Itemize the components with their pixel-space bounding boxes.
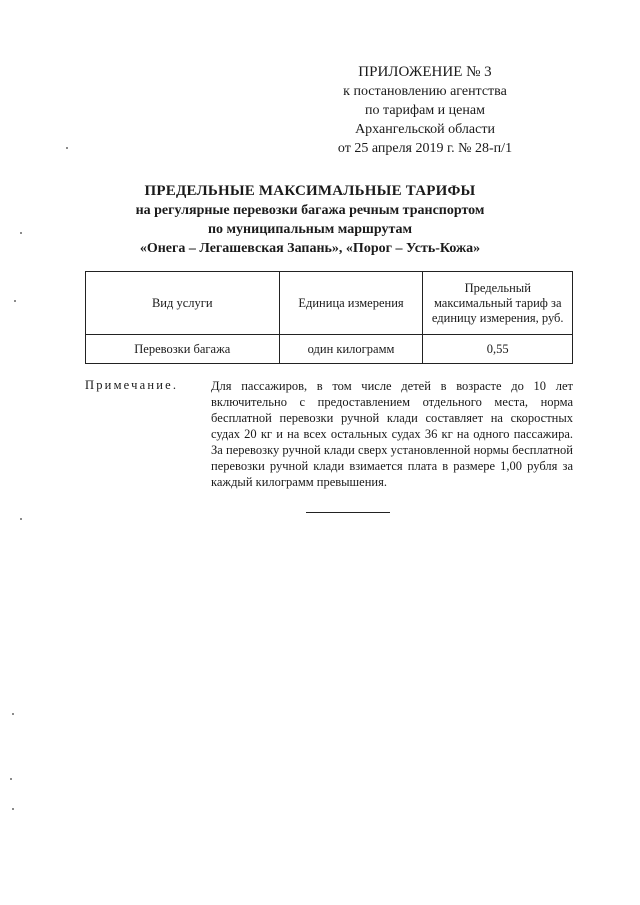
header-service: Вид услуги bbox=[86, 272, 280, 335]
appendix-line-1: к постановлению агентства bbox=[343, 84, 507, 99]
scan-speck bbox=[66, 147, 68, 149]
cell-unit: один килограмм bbox=[279, 335, 423, 364]
title-line-3: по муниципальным маршрутам bbox=[207, 222, 413, 237]
header-tariff: Предельный максимальный тариф за единицу измерения, руб. bbox=[423, 272, 573, 335]
note-label: Примечание. bbox=[85, 378, 179, 392]
title-line-2: на регулярные перевозки багажа речным транспортом bbox=[135, 203, 485, 218]
title-line-4: «Онега – Легашевская Запань», «Порог – Усть-Кожа» bbox=[139, 241, 481, 256]
cell-tariff: 0,55 bbox=[423, 335, 573, 364]
table-row bbox=[86, 335, 573, 364]
appendix-line-2: по тарифам и ценам bbox=[365, 103, 485, 118]
tariff-table bbox=[85, 271, 573, 364]
table-header-row bbox=[86, 272, 573, 335]
appendix-title: ПРИЛОЖЕНИЕ № 3 bbox=[358, 64, 492, 80]
title-main: ПРЕДЕЛЬНЫЕ МАКСИМАЛЬНЫЕ ТАРИФЫ bbox=[144, 183, 476, 199]
note-text: Для пассажиров, в том числе детей в возрасте до 10 лет включительно с предоставлением отдельного места, норма бесплатной перевозки ручной клади составляет на скоростных судах 20 кг и на всех остальных судах 36 кг на одного пассажира. За перевозку ручной клади сверх установленной нормы бесплатной перевозки ручной клади взимается плата в размере 1,00 рубля за каждый килограмм превышения. bbox=[211, 379, 573, 489]
appendix-header bbox=[300, 63, 550, 158]
closing-divider bbox=[306, 512, 390, 513]
appendix-line-4: от 25 апреля 2019 г. № 28-п/1 bbox=[337, 141, 513, 156]
document-title bbox=[80, 182, 540, 258]
header-unit: Единица измерения bbox=[279, 272, 423, 335]
scan-speck bbox=[12, 713, 14, 715]
scan-speck bbox=[20, 518, 22, 520]
scan-speck bbox=[20, 232, 22, 234]
appendix-line-3: Архангельской области bbox=[355, 122, 495, 137]
cell-service: Перевозки багажа bbox=[86, 335, 280, 364]
scan-speck bbox=[14, 300, 16, 302]
scan-speck bbox=[10, 778, 12, 780]
scan-speck bbox=[12, 808, 14, 810]
